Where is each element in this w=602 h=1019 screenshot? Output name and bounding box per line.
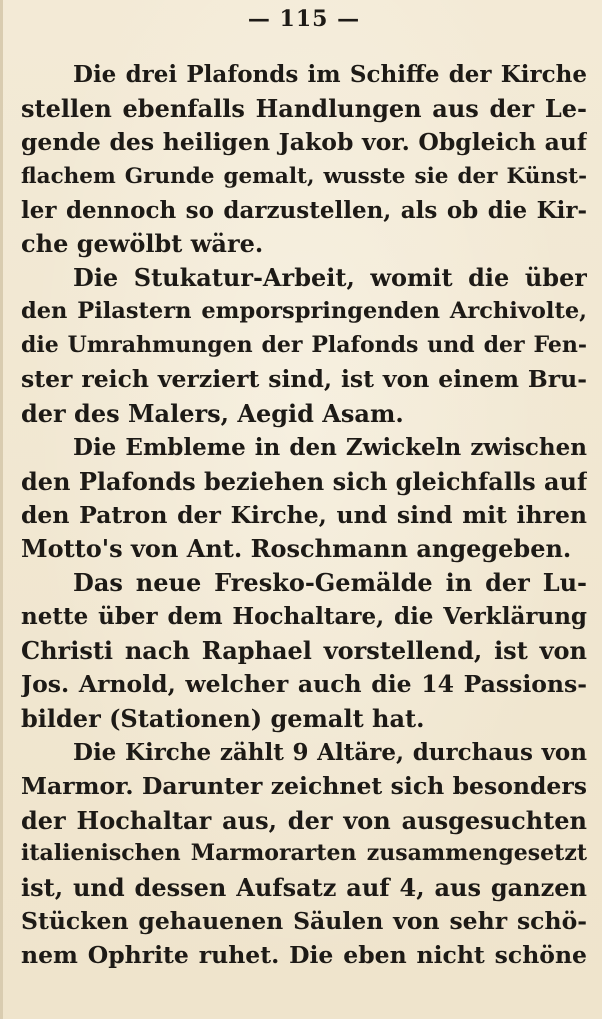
text-line: Jos. Arnold, welcher auch die 14 Passions-	[21, 670, 587, 699]
page-number: — 115 —	[247, 6, 361, 32]
text-line: nette über dem Hochaltare, die Verklärung	[21, 603, 587, 631]
text-line: Christi nach Raphael vorstellend, ist von	[21, 636, 587, 666]
text-line: stellen ebenfalls Handlungen aus der Le-	[21, 93, 587, 123]
text-line: Die Stukatur-Arbeit, womit die über	[73, 263, 587, 293]
text-line: Marmor. Darunter zeichnet sich besonders	[21, 771, 587, 800]
text-line: gende des heiligen Jakob vor. Obgleich auf	[21, 127, 587, 156]
text-line: bilder (Stationen) gemalt hat.	[21, 703, 425, 733]
text-line: ler dennoch so darzustellen, als ob die Kir-	[21, 196, 587, 224]
text-line: der des Malers, Aegid Asam.	[21, 398, 404, 428]
text-line: Die Kirche zählt 9 Altäre, durchaus von	[73, 738, 587, 766]
text-line: flachem Grunde gemalt, wusste sie der Künst-	[21, 163, 587, 189]
text-line: che gewölbt wäre.	[21, 229, 264, 259]
text-line: den Patron der Kirche, und sind mit ihren	[21, 500, 587, 529]
text-line: den Pilastern emporspringenden Archivolte,	[21, 298, 587, 325]
text-line: italienischen Marmorarten zusammengesetzt	[21, 840, 587, 867]
text-line: Stücken gehauenen Säulen von sehr schö-	[21, 907, 587, 936]
text-line: die Umrahmungen der Plafonds und der Fen-	[21, 332, 587, 359]
body-text	[21, 58, 587, 973]
text-line: Die drei Plafonds im Schiffe der Kirche	[73, 61, 587, 88]
text-line: ster reich verziert sind, ist von einem Bru-	[21, 365, 587, 394]
text-line: Motto's von Ant. Roschmann angegeben.	[21, 534, 572, 564]
text-line: nem Ophrite ruhet. Die eben nicht schöne	[21, 941, 587, 970]
text-line: Die Embleme in den Zwickeln zwischen	[73, 433, 587, 461]
text-line: Das neue Fresko-Gemälde in der Lu-	[73, 568, 587, 598]
text-line: der Hochaltar aus, der von ausgesuchten	[21, 805, 587, 835]
text-line: ist, und dessen Aufsatz auf 4, aus ganzen	[21, 873, 587, 903]
text-line: den Plafonds beziehen sich gleichfalls auf	[21, 466, 587, 496]
